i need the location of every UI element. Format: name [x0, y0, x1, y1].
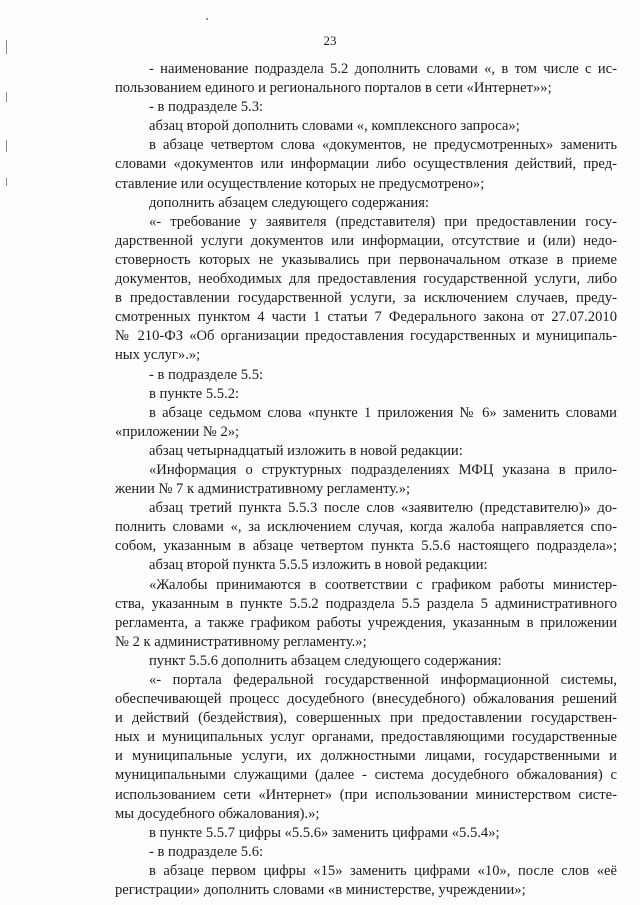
document-body [115, 60, 617, 900]
text-line: - в подразделе 5.6: [149, 843, 264, 860]
text-line: дарственной услуги документов или информации, отсутствие и (или) недо- [115, 232, 617, 249]
text-line: обеспечивающей процесс досудебного (внесудебного) обжалования решений [115, 691, 617, 708]
text-line: «- требование у заявителя (представителя) при предоставлении госу- [149, 213, 617, 230]
text-line: ных и муниципальных услуг органами, предоставляющими государственные [115, 729, 617, 746]
text-line: в абзаце седьмом слова «пункте 1 приложения № 6» заменить словами [149, 404, 617, 421]
text-line: «Информация о структурных подразделениях МФЦ указана в прило- [149, 461, 617, 478]
text-line: - в подразделе 5.3: [149, 99, 264, 116]
text-line: абзац второй дополнить словами «, комплексного запроса»; [149, 118, 520, 135]
text-line: «- портала федеральной государственной информационной системы, [149, 672, 617, 688]
text-line: пользованием единого и регионального порталов в сети «Интернет»»; [115, 80, 552, 97]
text-line: использованием сети «Интернет» (при использовании министерством систе- [115, 786, 617, 803]
page-number: 23 [323, 33, 337, 48]
text-line: словами «документов или информации либо осуществления действий, пред- [115, 156, 617, 173]
text-line: абзац второй пункта 5.5.5 изложить в новой редакции: [149, 557, 488, 574]
text-line: регистрации» дополнить словами «в министерстве, учреждении»; [115, 882, 526, 899]
text-line: «приложении № 2»; [115, 423, 240, 440]
text-line: - наименование подраздела 5.2 дополнить словами «, в том числе с ис- [149, 61, 617, 77]
text-line: смотренных пунктом 4 части 1 статьи 7 Федерального закона от 27.07.2010 [115, 309, 617, 326]
text-line: ства, указанным в пункте 5.5.2 подраздела 5.5 раздела 5 административного [115, 595, 617, 612]
text-line: дополнить абзацем следующего содержания: [149, 194, 429, 211]
text-line: № 210-ФЗ «Об организации предоставления государственных и муниципаль- [115, 328, 617, 345]
text-line: «Жалобы принимаются в соответствии с графиком работы министер- [149, 576, 617, 593]
text-line: собом, указанным в абзаце четвертом пункта 5.5.6 настоящего подраздела»; [115, 538, 617, 555]
text-line: жении № 7 к административному регламенту.»; [115, 481, 411, 498]
scan-margin-mark [6, 140, 7, 152]
text-line: полнить словами «, за исключением случая, когда жалоба направляется спо- [115, 519, 617, 536]
scan-margin-mark [6, 40, 7, 54]
text-line: ставление или осуществление которых не предусмотрено»; [115, 175, 485, 192]
text-line: и муниципальные услуги, их должностными лицами, государственными и [115, 748, 617, 765]
text-line: регламента, а также графиком работы учреждения, указанным в приложении [115, 614, 617, 631]
text-line: документов, необходимых для предоставления государственной услуги, либо [115, 271, 617, 288]
text-line: ных услуг».»; [115, 347, 201, 364]
text-line: в абзаце первом цифры «15» заменить цифрами «10», после слов «её [149, 862, 617, 879]
text-line: муниципальными служащими (далее - система досудебного обжалования) с [115, 767, 617, 784]
text-line: - в подразделе 5.5: [149, 366, 264, 383]
text-line: № 2 к административному регламенту.»; [115, 633, 367, 650]
text-line: пункт 5.5.6 дополнить абзацем следующего содержания: [149, 652, 502, 669]
text-line: в пункте 5.5.2: [149, 385, 240, 402]
text-line: и действий (бездействия), совершенных при предоставлении государствен- [115, 710, 617, 727]
text-line: мы досудебного обжалования).»; [115, 805, 320, 822]
text-line: в пункте 5.5.7 цифры «5.5.6» заменить цифрами «5.5.4»; [149, 824, 500, 841]
text-line: абзац третий пункта 5.5.3 после слов «заявителю (представителю)» до- [149, 500, 617, 517]
text-line: стоверность которых не указывались при первоначальном отказе в приеме [115, 251, 617, 268]
scan-speck [206, 18, 208, 20]
text-line: в абзаце четвертом слова «документов, не предусмотренных» заменить [149, 137, 617, 154]
scan-margin-mark [6, 178, 7, 186]
text-line: в предоставлении государственной услуги, за исключением случаев, преду- [115, 290, 617, 307]
scan-margin-mark [6, 92, 7, 102]
text-line: абзац четырнадцатый изложить в новой редакции: [149, 442, 463, 459]
